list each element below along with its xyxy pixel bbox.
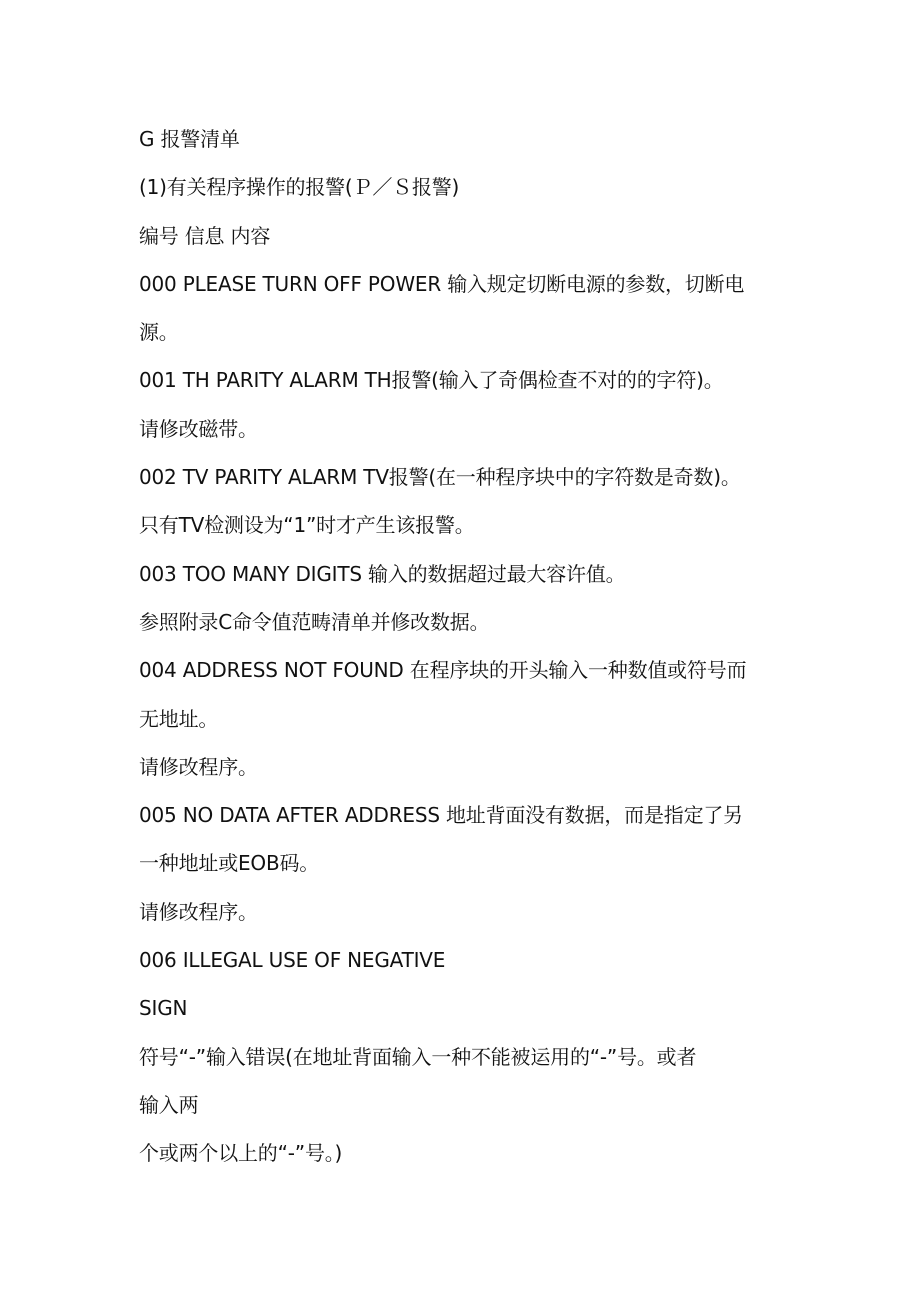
text-line: 006 ILLEGAL USE OF NEGATIVE — [139, 948, 446, 973]
text-line: 符号“-”输入错误(在地址背面输入一种不能被运用的“-”号。或者 — [139, 1044, 697, 1069]
text-line: 请修改程序。 — [139, 899, 258, 924]
text-line: 001 TH PARITY ALARM TH报警(输入了奇偶检查不对的的字符)。 — [139, 368, 724, 393]
column-header: 编号 信息 内容 — [139, 223, 271, 248]
text-line: 005 NO DATA AFTER ADDRESS 地址背面没有数据，而是指定了另 — [139, 803, 743, 828]
section-heading: G 报警清单 — [139, 127, 240, 151]
text-line: 参照附录C命令值范畴清单并修改数据。 — [139, 609, 490, 634]
text-line: 请修改程序。 — [139, 754, 258, 779]
text-line: 000 PLEASE TURN OFF POWER 输入规定切断电源的参数，切断电 — [139, 271, 745, 296]
text-line: 一种地址或EOB码。 — [139, 851, 320, 876]
text-line: 无地址。 — [139, 706, 219, 731]
text-line: SIGN — [139, 996, 188, 1021]
text-line: 源。 — [139, 320, 179, 345]
text-line: 个或两个以上的“-”号。) — [139, 1141, 343, 1166]
text-line: 输入两 — [139, 1092, 199, 1117]
text-line: 请修改磁带。 — [139, 416, 258, 441]
text-line: 003 TOO MANY DIGITS 输入的数据超过最大容许值。 — [139, 561, 626, 586]
text-line: 只有TV检测设为“1”时才产生该报警。 — [139, 513, 475, 538]
document-body — [139, 122, 799, 1185]
text-line: 004 ADDRESS NOT FOUND 在程序块的开头输入一种数值或符号而 — [139, 658, 747, 683]
text-line: 002 TV PARITY ALARM TV报警(在一种程序块中的字符数是奇数)。 — [139, 465, 741, 490]
subsection-heading: (1)有关程序操作的报警(Ｐ／Ｓ报警) — [139, 175, 460, 200]
